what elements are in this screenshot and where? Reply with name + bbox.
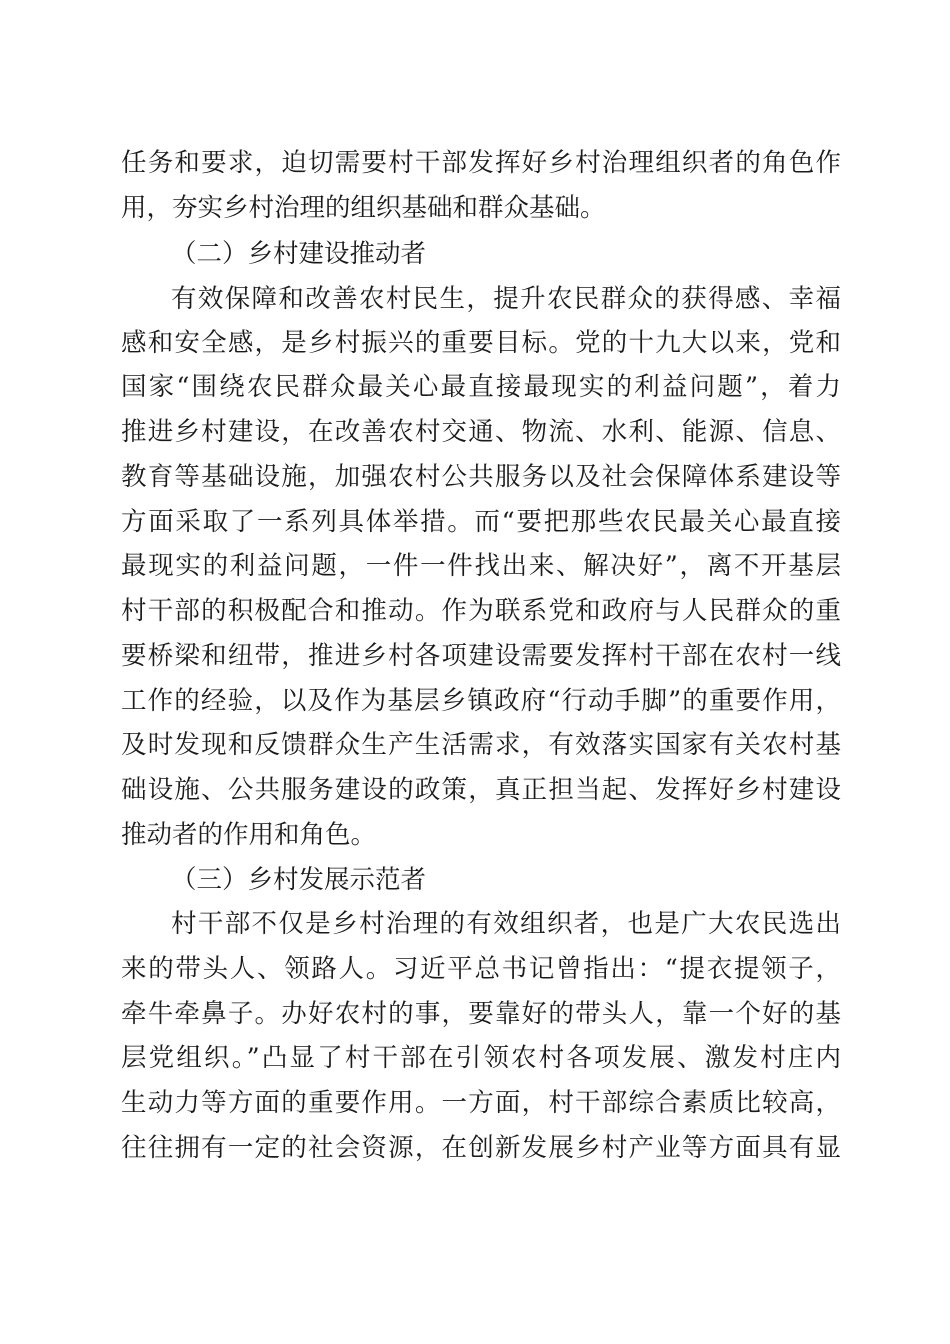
body-text-line: 方面采取了一系列具体举措。而“要把那些农民最关心最直接 xyxy=(121,507,841,537)
body-text-line: 用，夯实乡村治理的组织基础和群众基础。 xyxy=(121,193,606,223)
body-text-line: 村干部不仅是乡村治理的有效组织者，也是广大农民选出 xyxy=(171,909,841,939)
body-text-line: 村干部的积极配合和推动。作为联系党和政府与人民群众的重 xyxy=(121,596,841,626)
body-text-line: 有效保障和改善农村民生，提升农民群众的获得感、幸福 xyxy=(171,284,841,314)
body-text-line: 推动者的作用和角色。 xyxy=(121,820,377,850)
body-text-line: 生动力等方面的重要作用。一方面，村干部综合素质比较高， xyxy=(121,1088,841,1118)
body-text-line: 工作的经验，以及作为基层乡镇政府“行动手脚”的重要作用， xyxy=(121,686,841,716)
body-text-line: 及时发现和反馈群众生产生活需求，有效落实国家有关农村基 xyxy=(121,730,841,760)
body-text-line: 牵牛牵鼻子。办好农村的事，要靠好的带头人，靠一个好的基 xyxy=(121,999,841,1029)
body-text-line: 任务和要求，迫切需要村干部发挥好乡村治理组织者的角色作 xyxy=(121,148,841,178)
body-text-line: 层党组织。”凸显了村干部在引领农村各项发展、激发村庄内 xyxy=(121,1043,841,1073)
body-text-line: 来的带头人、领路人。习近平总书记曾指出：“提衣提领子， xyxy=(121,954,841,984)
body-text-line: 最现实的利益问题，一件一件找出来、解决好”，离不开基层 xyxy=(121,551,841,581)
body-text-line: 往往拥有一定的社会资源，在创新发展乡村产业等方面具有显 xyxy=(121,1133,841,1163)
body-text-line: 感和安全感，是乡村振兴的重要目标。党的十九大以来，党和 xyxy=(121,328,841,358)
body-text-line: 推进乡村建设，在改善农村交通、物流、水利、能源、信息、 xyxy=(121,417,841,447)
body-text-line: 要桥梁和纽带，推进乡村各项建设需要发挥村干部在农村一线 xyxy=(121,641,841,671)
body-text-line: 国家“围绕农民群众最关心最直接最现实的利益问题”，着力 xyxy=(121,372,841,402)
body-text-line: 教育等基础设施，加强农村公共服务以及社会保障体系建设等 xyxy=(121,462,841,492)
section-heading-3: （三）乡村发展示范者 xyxy=(171,865,427,895)
body-text-line: 础设施、公共服务建设的政策，真正担当起、发挥好乡村建设 xyxy=(121,775,841,805)
section-heading-2: （二）乡村建设推动者 xyxy=(171,239,427,269)
